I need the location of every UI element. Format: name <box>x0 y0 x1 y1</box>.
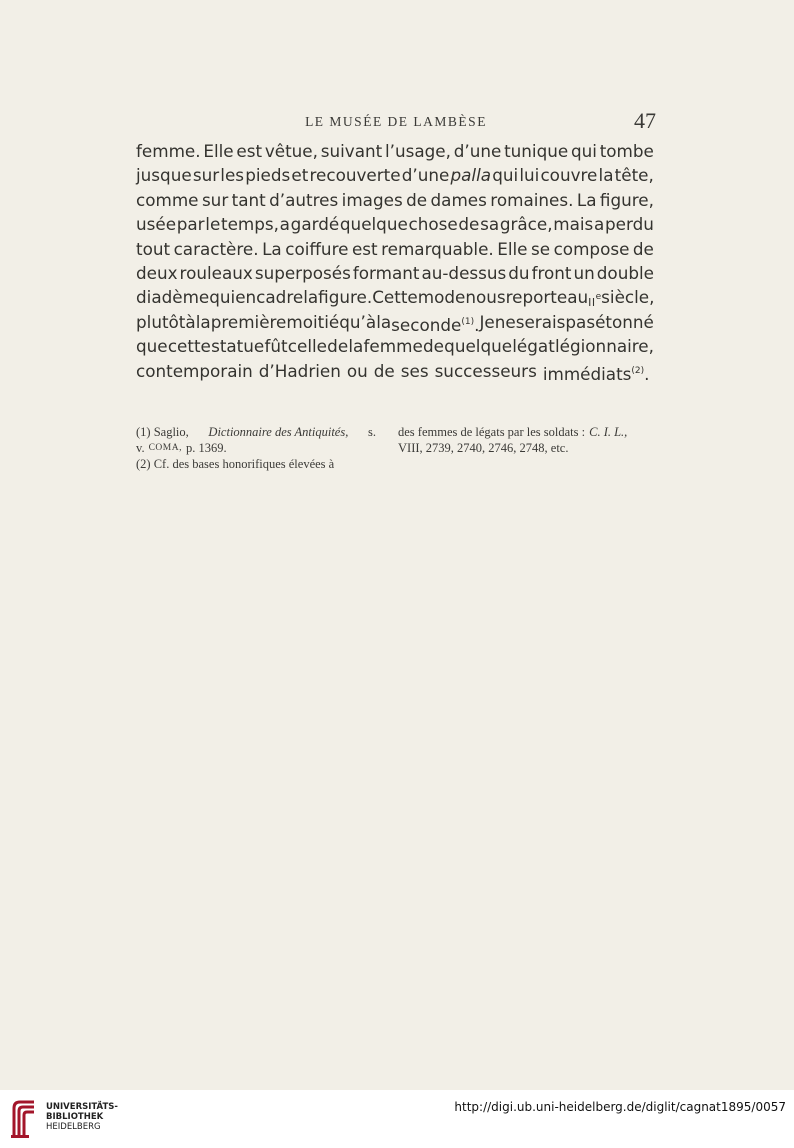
body-word: serais <box>515 311 566 332</box>
body-word: dames <box>430 189 487 210</box>
body-word: femme. <box>136 141 201 161</box>
body-word: deux <box>136 262 178 283</box>
body-word: qui <box>492 165 519 186</box>
body-word: l’usage, <box>384 141 451 161</box>
body-line <box>136 285 654 309</box>
body-line <box>136 139 654 163</box>
body-word: par <box>176 214 205 235</box>
body-line <box>136 310 654 334</box>
body-word: La <box>576 189 597 210</box>
body-word: plutôt <box>136 311 186 332</box>
body-word: d’une <box>401 165 450 186</box>
body-word: qui <box>209 287 236 308</box>
body-word: femme <box>363 336 423 357</box>
body-text <box>136 139 654 383</box>
body-word: perdu <box>605 214 654 235</box>
page-header <box>136 110 656 136</box>
body-word: temps, <box>220 214 279 235</box>
body-word: un <box>573 262 595 283</box>
body-word: tombe <box>599 141 654 161</box>
footnote-1-s: s. <box>367 425 376 439</box>
body-word: est <box>351 238 378 259</box>
body-word: légat <box>512 336 555 357</box>
library-footer <box>0 1090 794 1148</box>
page-number: 47 <box>634 108 656 133</box>
running-title: LE MUSÉE DE LAMBÈSE <box>305 114 487 129</box>
body-word: ses <box>400 360 429 381</box>
body-word: fût <box>264 336 288 357</box>
footnote-1-v: v. <box>136 441 145 455</box>
body-word: la <box>598 165 614 186</box>
body-word: cette <box>167 336 211 357</box>
footnote-1-line-1 <box>136 424 376 440</box>
body-word: Je <box>479 311 495 332</box>
body-word: pas <box>565 311 596 332</box>
body-word: au-dessus <box>421 262 507 283</box>
body-word: quelque <box>339 214 408 235</box>
footnote-1-author: (1) Saglio, <box>136 425 189 439</box>
body-word: superposés <box>254 262 351 283</box>
footnote-1-page: p. 1369. <box>185 441 227 455</box>
body-word: vêtue, <box>264 141 318 161</box>
body-word: sur <box>201 189 229 210</box>
body-word: palla <box>450 165 492 186</box>
body-word: tunique <box>504 141 569 161</box>
body-word: tout <box>136 238 171 259</box>
body-word: caractère. <box>173 238 259 259</box>
library-name-line2: BIBLIOTHEK <box>46 1112 104 1122</box>
body-word: de <box>406 189 428 210</box>
body-word: celle <box>287 336 327 357</box>
body-word: les <box>220 165 245 186</box>
body-word: est <box>236 141 263 161</box>
body-word: moitié <box>286 311 340 332</box>
library-name <box>46 1102 118 1132</box>
body-word: nous <box>465 287 506 308</box>
footnote-1-coma: COMA, <box>148 443 182 453</box>
body-word: légionnaire, <box>554 336 654 357</box>
body-line <box>136 334 654 358</box>
body-word: images <box>341 189 403 210</box>
body-word: sa <box>480 214 500 235</box>
body-word: remarquable. <box>381 238 494 259</box>
body-word: figure, <box>599 189 654 210</box>
body-word: d’autres <box>269 189 339 210</box>
body-word: ne <box>494 311 516 332</box>
footnote-1-title: Dictionnaire des Antiquités, <box>208 425 349 439</box>
body-line <box>136 163 654 187</box>
library-name-line1: UNIVERSITÄTS- <box>46 1102 118 1112</box>
body-word: gardé <box>290 214 340 235</box>
body-word: ou <box>346 360 368 381</box>
body-word: de <box>458 214 480 235</box>
body-word: d’une <box>453 141 502 161</box>
body-word: la <box>195 311 211 332</box>
body-word: La <box>262 238 282 259</box>
body-word: à <box>185 311 196 332</box>
body-word: encadre <box>235 287 304 308</box>
body-word: Cette <box>372 287 418 308</box>
body-word: double <box>596 262 654 283</box>
body-line <box>136 237 654 261</box>
body-word: formant <box>352 262 420 283</box>
body-word: coiffure <box>285 238 349 259</box>
body-word: Elle <box>203 141 234 161</box>
body-word: tête, <box>614 165 654 186</box>
body-word: au <box>567 287 589 308</box>
body-word: Elle <box>497 238 528 259</box>
body-word: la <box>348 336 364 357</box>
body-word: successeurs <box>434 360 537 381</box>
body-word: le <box>205 214 221 235</box>
body-word: mode <box>417 287 466 308</box>
body-word: mais <box>553 214 594 235</box>
body-word: romaines. <box>490 189 574 210</box>
body-word: de <box>632 238 654 259</box>
body-word: siècle, <box>601 287 655 308</box>
body-word: immédiats$^{(2)}$. <box>542 363 650 384</box>
body-word: IIe <box>588 292 602 310</box>
body-word: rouleaux <box>179 262 253 283</box>
body-word: que <box>136 336 168 357</box>
body-word: tant <box>231 189 266 210</box>
body-word: recouverte <box>309 165 401 186</box>
body-word: usée <box>136 214 177 235</box>
footnote-2-cil: C. I. L., <box>589 425 628 439</box>
footnotes-left-column <box>136 424 376 472</box>
body-word: se <box>531 238 551 259</box>
body-line <box>136 359 654 383</box>
library-logo-icon <box>8 1098 40 1140</box>
body-word: statue <box>211 336 265 357</box>
body-word: de <box>422 336 444 357</box>
body-word: du <box>508 262 530 283</box>
body-word: la <box>303 287 319 308</box>
body-word: jusque <box>136 165 192 186</box>
body-word: et <box>291 165 309 186</box>
footnote-2-text: des femmes de légats par les soldats : <box>398 425 586 439</box>
body-word: diadème <box>136 287 210 308</box>
body-word: couvre <box>540 165 598 186</box>
body-word: quelque <box>444 336 513 357</box>
body-word: pieds <box>245 165 291 186</box>
body-word: étonné <box>595 311 654 332</box>
body-word: a <box>279 214 290 235</box>
footnote-2-line-1: (2) Cf. des bases honorifiques élevées à <box>136 457 335 471</box>
body-line <box>136 261 654 285</box>
footnote-2-line-3: VIII, 2739, 2740, 2746, 2748, etc. <box>398 441 569 455</box>
body-word: front <box>531 262 572 283</box>
body-word: grâce, <box>499 214 553 235</box>
footnote-1-line-2 <box>136 440 376 456</box>
body-word: suivant <box>320 141 383 161</box>
source-url-link[interactable]: http://digi.ub.uni-heidelberg.de/diglit/cagnat1895/0057 <box>454 1100 786 1114</box>
body-word: première <box>210 311 287 332</box>
body-word: seconde$^{(1)}$. <box>391 314 480 335</box>
body-word: qu’à <box>339 311 377 332</box>
body-word: d’Hadrien <box>258 360 341 381</box>
footnote-2-line-2 <box>398 424 660 440</box>
body-word: comme <box>136 189 199 210</box>
body-word: figure. <box>318 287 373 308</box>
body-word: lui <box>519 165 540 186</box>
body-word: sur <box>192 165 220 186</box>
body-line <box>136 212 654 236</box>
footnotes-right-column <box>398 424 660 456</box>
body-word: la <box>376 311 392 332</box>
body-word: contemporain <box>136 360 253 381</box>
body-word: de <box>327 336 349 357</box>
body-line <box>136 188 654 212</box>
body-word: chose <box>408 214 458 235</box>
body-word: reporte <box>505 287 568 308</box>
body-word: compose <box>553 238 630 259</box>
library-name-line3: HEIDELBERG <box>46 1122 101 1132</box>
body-word: de <box>373 360 395 381</box>
body-word: a <box>594 214 605 235</box>
body-word: qui <box>570 141 597 161</box>
